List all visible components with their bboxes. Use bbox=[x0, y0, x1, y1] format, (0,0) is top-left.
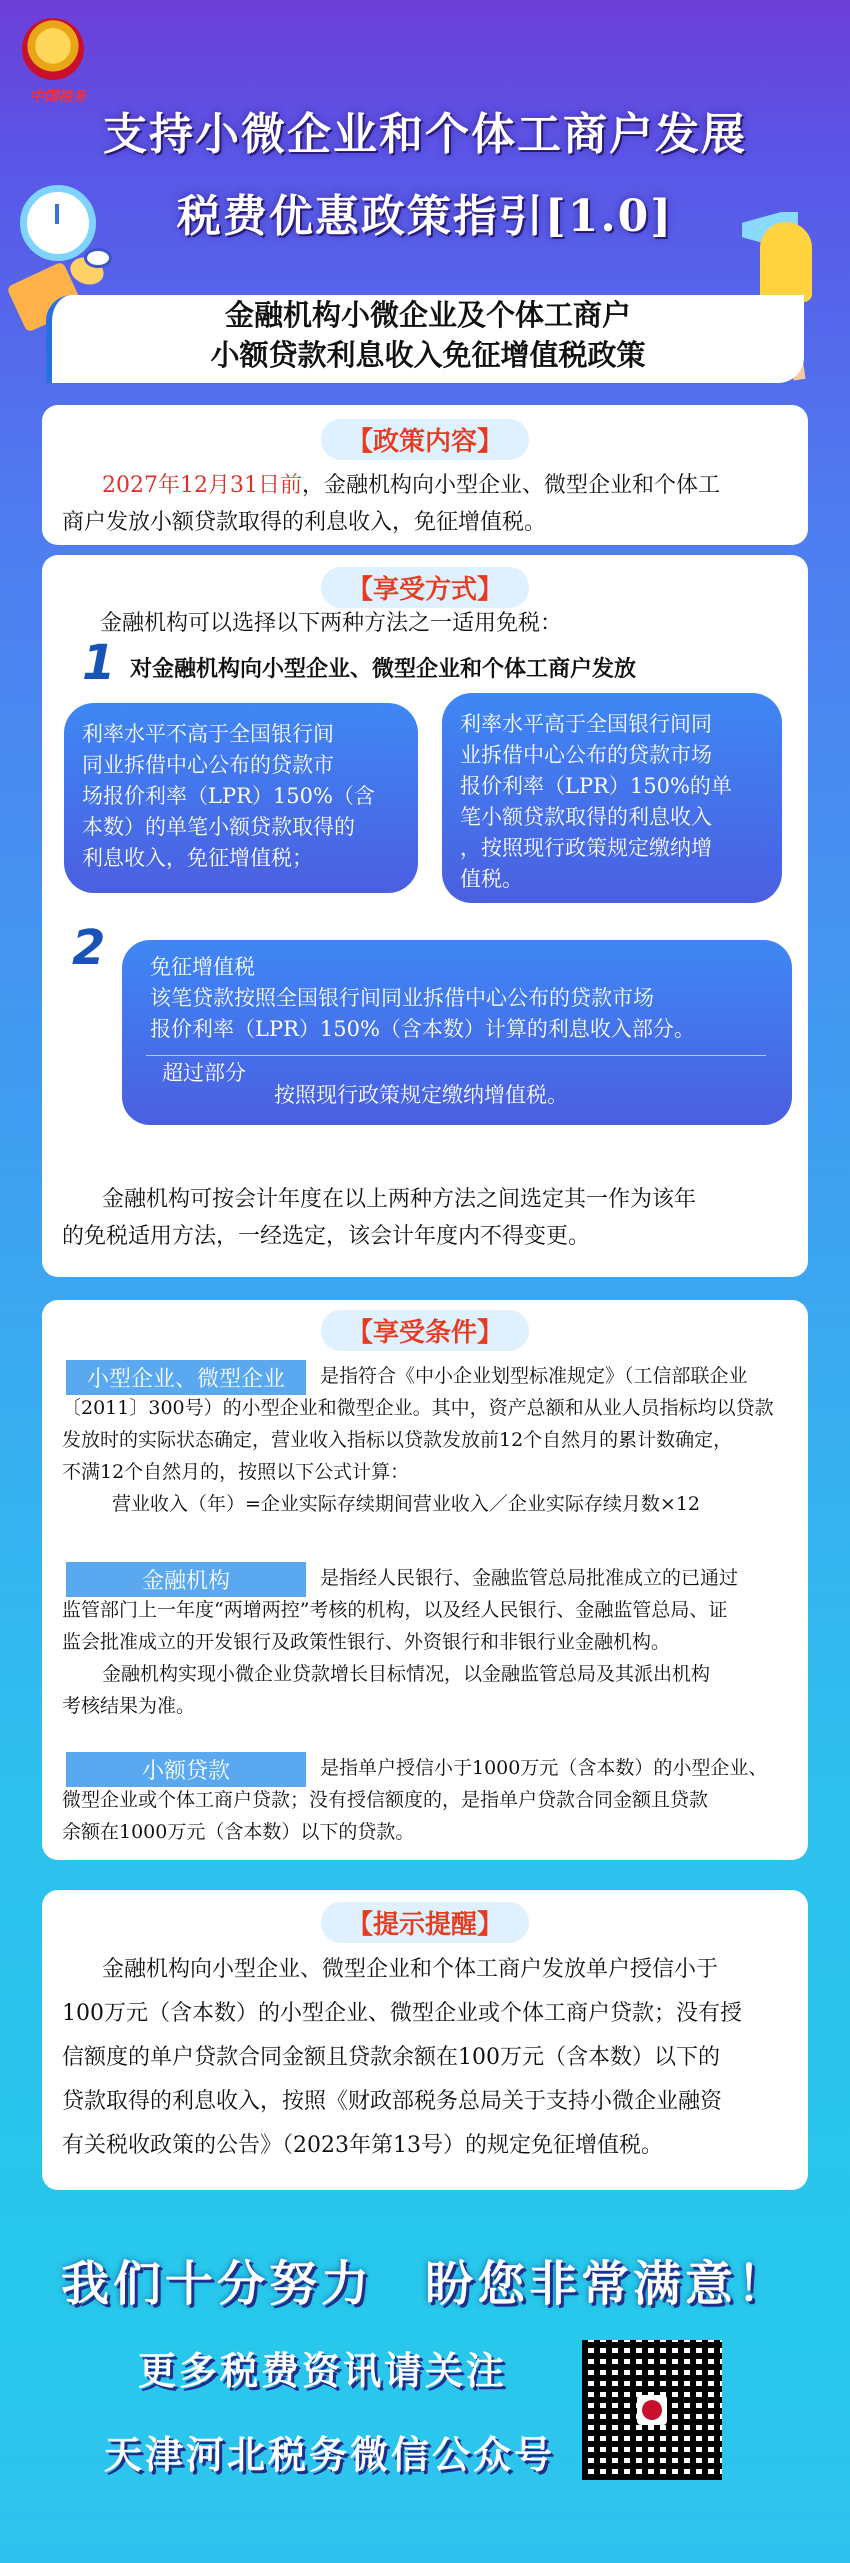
reminder-line: 有关税收政策的公告》（2023年第13号）的规定免征增值税。 bbox=[62, 2133, 663, 2158]
bubble-left-line: 场报价利率（LPR）150%（含 bbox=[82, 784, 375, 808]
financial-institution-text bbox=[62, 1562, 802, 1722]
bubble-left-line: 利息收入，免征增值税； bbox=[82, 846, 313, 870]
enjoy-method-card bbox=[42, 555, 808, 1277]
small-micro-text bbox=[62, 1360, 802, 1520]
policy-text-1: ，金融机构向小型企业、微型企业和个体工 bbox=[301, 473, 720, 498]
conditions-heading: 【享受条件】 bbox=[321, 1310, 529, 1351]
logo-text: 中国税务 bbox=[30, 89, 86, 105]
enjoy-note bbox=[62, 1181, 802, 1255]
policy-header-line1: 金融机构小微企业及个体工商户 bbox=[224, 298, 631, 332]
reminder-card bbox=[42, 1890, 808, 2190]
exempt-text bbox=[150, 983, 770, 1045]
footer-account-line: 天津河北税务微信公众号 bbox=[104, 2433, 556, 2477]
page-title-line2: 税费优惠政策指引[1.0] bbox=[176, 191, 674, 242]
bubble-right-line: 业拆借中心公布的贷款市场 bbox=[460, 743, 712, 767]
bubble-right-line: ，按照现行政策规定缴纳增 bbox=[460, 836, 712, 860]
policy-header-line2: 小额贷款利息收入免征增值税政策 bbox=[210, 338, 646, 372]
enjoy-note-line: 的免税适用方法，一经选定，该会计年度内不得变更。 bbox=[62, 1224, 591, 1249]
loan-line: 微型企业或个体工商户贷款；没有授信额度的，是指单户贷款合同金额且贷款 bbox=[62, 1789, 709, 1811]
method-2-bubble bbox=[122, 940, 792, 1125]
policy-date: 2027年12月31日前 bbox=[102, 473, 302, 498]
reminder-line: 金融机构向小型企业、微型企业和个体工商户发放单户授信小于 bbox=[102, 1957, 719, 1982]
small-micro-label: 小型企业、微型企业 bbox=[66, 1360, 306, 1395]
policy-header bbox=[46, 295, 804, 383]
policy-text bbox=[102, 467, 802, 504]
enjoy-heading: 【享受方式】 bbox=[321, 567, 529, 608]
exempt-label: 免征增值税 bbox=[150, 955, 255, 979]
excess-text: 按照现行政策规定缴纳增值税。 bbox=[274, 1083, 568, 1107]
fin-line: 监管部门上一年度“两增两控”考核的机构，以及经人民银行、金融监管总局、证 bbox=[62, 1599, 728, 1621]
footer-slogan: 我们十分努力 盼您非常满意！ bbox=[60, 2256, 789, 2312]
bubble-right-line: 利率水平高于全国银行间同 bbox=[460, 712, 712, 736]
method-2-divider bbox=[146, 1055, 766, 1056]
method-1-bubble-right bbox=[442, 693, 782, 903]
footer-follow-line: 更多税费资讯请关注 bbox=[138, 2349, 508, 2393]
bubble-left-line: 利率水平不高于全国银行间 bbox=[82, 722, 334, 746]
excess-label: 超过部分 bbox=[162, 1061, 246, 1085]
small-loan-text bbox=[62, 1752, 802, 1848]
qr-code[interactable] bbox=[582, 2340, 722, 2480]
reminder-line: 贷款取得的利息收入，按照《财政部税务总局关于支持小微企业融资 bbox=[62, 2089, 723, 2114]
policy-text-2: 商户发放小额贷款取得的利息收入，免征增值税。 bbox=[62, 510, 547, 535]
small-micro-line: 〔2011〕300号）的小型企业和微型企业。其中，资产总额和从业人员指标均以贷款 bbox=[62, 1397, 774, 1419]
policy-heading: 【政策内容】 bbox=[321, 419, 529, 460]
financial-institution-label: 金融机构 bbox=[66, 1562, 306, 1597]
small-loan-label: 小额贷款 bbox=[66, 1752, 306, 1787]
loan-line: 余额在1000万元（含本数）以下的贷款。 bbox=[62, 1821, 415, 1843]
small-micro-line: 不满12个自然月的，按照以下公式计算： bbox=[62, 1461, 410, 1483]
fin-line: 是指经人民银行、金融监管总局批准成立的已通过 bbox=[320, 1567, 739, 1589]
bubble-left-line: 本数）的单笔小额贷款取得的 bbox=[82, 815, 355, 839]
small-micro-line: 发放时的实际状态确定，营业收入指标以贷款发放前12个自然月的累计数确定， bbox=[62, 1429, 733, 1451]
bubble-right-line: 报价利率（LPR）150%的单 bbox=[460, 774, 732, 798]
loan-line: 是指单户授信小于1000万元（含本数）的小型企业、 bbox=[320, 1757, 768, 1779]
eye-icon bbox=[84, 248, 112, 268]
method-1-bubble-left bbox=[64, 703, 418, 893]
method-number-2: 2 bbox=[72, 920, 106, 976]
fin-line: 监会批准成立的开发银行及政策性银行、外资银行和非银行业金融机构。 bbox=[62, 1631, 671, 1653]
revenue-formula: 营业收入（年）=企业实际存续期间营业收入／企业实际存续月数×12 bbox=[112, 1493, 701, 1515]
tax-emblem-icon bbox=[22, 18, 84, 80]
qr-center-logo-icon bbox=[637, 2395, 667, 2425]
conditions-card bbox=[42, 1300, 808, 1860]
method-1-title: 对金融机构向小型企业、微型企业和个体工商户发放 bbox=[130, 656, 637, 682]
enjoy-note-line: 金融机构可按会计年度在以上两种方法之间选定其一作为该年 bbox=[102, 1187, 697, 1212]
page-title-line1: 支持小微企业和个体工商户发展 bbox=[103, 109, 747, 160]
bubble-right-line: 值税。 bbox=[460, 867, 523, 891]
reminder-heading: 【提示提醒】 bbox=[321, 1902, 529, 1943]
reminder-line: 100万元（含本数）的小型企业、微型企业或个体工商户贷款；没有授 bbox=[62, 2001, 742, 2026]
small-micro-line: 是指符合《中小企业划型标准规定》（工信部联企业 bbox=[320, 1365, 748, 1387]
bubble-left-line: 同业拆借中心公布的贷款市 bbox=[82, 753, 334, 777]
reminder-line: 信额度的单户贷款合同金额且贷款余额在100万元（含本数）以下的 bbox=[62, 2045, 720, 2070]
policy-content-card bbox=[42, 405, 808, 545]
fin-line: 考核结果为准。 bbox=[62, 1695, 196, 1717]
exempt-text-line: 该笔贷款按照全国银行间同业拆借中心公布的贷款市场 bbox=[150, 986, 654, 1010]
enjoy-intro: 金融机构可以选择以下两种方法之一适用免税： bbox=[100, 611, 563, 636]
exempt-text-line: 报价利率（LPR）150%（含本数）计算的利息收入部分。 bbox=[150, 1017, 695, 1041]
reminder-text bbox=[62, 1948, 802, 2168]
bubble-right-line: 笔小额贷款取得的利息收入 bbox=[460, 805, 712, 829]
method-number-1: 1 bbox=[82, 635, 116, 691]
fin-line: 金融机构实现小微企业贷款增长目标情况，以金融监管总局及其派出机构 bbox=[102, 1663, 711, 1685]
